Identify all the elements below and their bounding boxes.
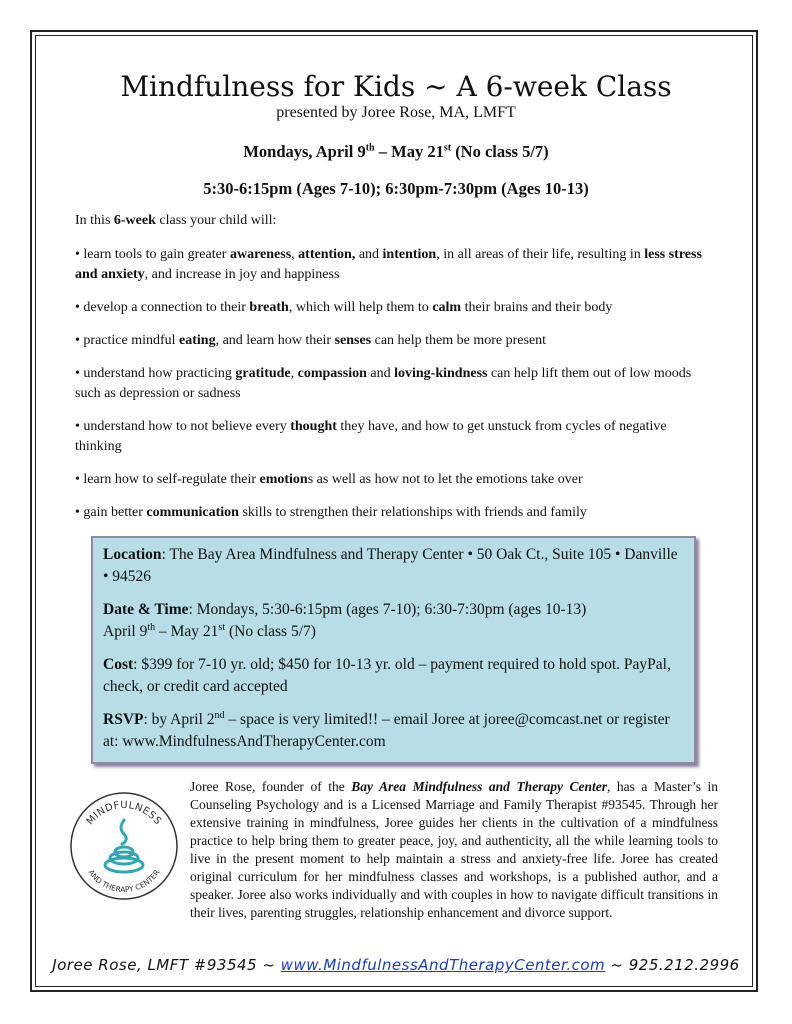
rsvp-text: – space is very limited!! – email Joree at joree@comcast.net or register at: www.MindfulnessAndTherapyCenter.com <box>103 711 670 750</box>
logo-top-text: MINDFULNESS <box>84 799 164 828</box>
footer-left: Joree Rose, LMFT #93545 ~ <box>52 956 281 974</box>
info-rsvp <box>103 709 684 753</box>
bullet-text: , and increase in joy and happiness <box>144 267 340 282</box>
bullet-text: • develop a connection to their <box>75 300 250 315</box>
bio-center-name: Bay Area Mindfulness and Therapy Center <box>351 779 607 794</box>
bullet-bold-text: thought <box>290 419 337 434</box>
rsvp-prefix: : by April 2 <box>143 711 215 728</box>
bullet-bold-text: senses <box>334 333 372 348</box>
bullet-text: s as well as how not to let the emotions take over <box>307 472 583 487</box>
bullet-text: • practice mindful <box>75 333 180 348</box>
cost-text: : $399 for 7-10 yr. old; $450 for 10-13 yr. old – payment required to hold spot. PayPal, check, or credit card accepted <box>103 656 671 695</box>
bullet-bold-text: awareness <box>229 247 292 262</box>
bullet-item <box>75 470 715 490</box>
logo-bottom-text: AND THERAPY CENTER <box>86 868 162 895</box>
dates-mid: – May 21 <box>374 142 444 161</box>
datetime-line2-prefix: April 9 <box>103 623 148 640</box>
bullet-bold-text: communication <box>146 505 239 520</box>
bullet-bold-text: emotion <box>259 472 308 487</box>
bullet-text: , <box>290 366 298 381</box>
bullet-text: , in all areas of their life, resulting in <box>436 247 645 262</box>
bullet-item <box>75 245 715 285</box>
bullet-text: they have, and how to get unstuck from cycles of negative thinking <box>75 419 667 454</box>
dates-sup-st: st <box>443 142 452 154</box>
bullet-bold-text: compassion <box>297 366 367 381</box>
bullet-text: • understand how to not believe every <box>75 419 291 434</box>
bullet-text: , and learn how their <box>215 333 335 348</box>
bullet-item <box>75 503 715 523</box>
bullet-bold-text: loving-kindness <box>394 366 488 381</box>
intro-line <box>75 213 715 229</box>
website-link[interactable]: www.MindfulnessAndTherapyCenter.com <box>280 956 606 974</box>
intro-bold: 6-week <box>113 213 156 228</box>
bullet-item <box>75 331 715 351</box>
bullet-text: • learn tools to gain greater <box>75 247 230 262</box>
datetime-text: : Mondays, 5:30-6:15pm (ages 7-10); 6:30-7:30pm (ages 10-13) <box>188 601 587 618</box>
datetime-sup-th: th <box>147 621 156 633</box>
rsvp-label: RSVP <box>103 711 144 728</box>
bullet-text: can help them be more present <box>371 333 547 348</box>
bio-part2: , has a Master’s in Counseling Psychology and is a Licensed Marriage and Family Therapist #93545. Through her extensive training in mindfulness, Joree guides her clients in the cultivation of a mindfulness practice to help bring them to greater peace, joy, and authenticity, all the while learning tools to live in the present moment to help maintain a stress and anxiety-free life. Joree has created original curriculum for her mindfulness classes and workshops, is a published author, and a speaker. Joree also works individually and with couples in how to navigate difficult transitions in their lives, parenting struggles, relationship enhancement and divorce support. <box>190 779 718 920</box>
bullet-bold-text: calm <box>432 300 462 315</box>
bullet-text: , <box>291 247 299 262</box>
bullet-bold-text: intention <box>382 247 437 262</box>
dates-sup-th: th <box>365 142 375 154</box>
bullet-text: • learn how to self-regulate their <box>75 472 260 487</box>
bullet-bold-text: breath <box>249 300 289 315</box>
bullet-item <box>75 364 715 404</box>
datetime-line2-suffix: (No class 5/7) <box>225 623 316 640</box>
cost-label: Cost <box>103 656 134 673</box>
intro-suffix: class your child will: <box>155 213 277 228</box>
bullet-text: can help lift them out of low moods such as depression or sadness <box>75 366 692 401</box>
info-cost <box>103 654 684 698</box>
class-dates <box>0 142 792 162</box>
datetime-sup-st: st <box>218 621 226 633</box>
location-label: Location <box>103 546 162 563</box>
footer-right: ~ 925.212.2996 <box>605 956 740 974</box>
bullet-text: and <box>355 247 383 262</box>
center-logo <box>68 790 180 902</box>
dates-suffix: (No class 5/7) <box>451 142 549 161</box>
class-times: 5:30-6:15pm (Ages 7-10); 6:30pm-7:30pm (Ages 10-13) <box>203 179 589 198</box>
footer <box>0 956 792 974</box>
bullet-bold-text: eating <box>179 333 216 348</box>
bullet-bold-text: less stress and anxiety <box>75 247 702 282</box>
bullet-text: • gain better <box>75 505 147 520</box>
bullet-item <box>75 417 715 457</box>
bullet-text: , which will help them to <box>288 300 433 315</box>
datetime-line2-mid: – May 21 <box>155 623 219 640</box>
info-datetime <box>103 599 684 643</box>
rsvp-sup: nd <box>214 709 225 721</box>
bullet-item <box>75 298 715 318</box>
info-box <box>91 536 696 764</box>
bullet-bold-text: attention, <box>298 247 356 262</box>
bullet-list <box>75 245 715 536</box>
datetime-label: Date & Time <box>103 601 189 618</box>
presenter-line: presented by Joree Rose, MA, LMFT <box>276 104 516 121</box>
bio-part1: Joree Rose, founder of the <box>190 779 352 794</box>
bullet-text: skills to strengthen their relationships with friends and family <box>238 505 587 520</box>
bullet-text: • understand how practicing <box>75 366 236 381</box>
bullet-text: and <box>366 366 395 381</box>
dates-prefix: Mondays, April 9 <box>243 142 366 161</box>
intro-prefix: In this <box>75 213 114 228</box>
location-text: : The Bay Area Mindfulness and Therapy Center • 50 Oak Ct., Suite 105 • Danville • 94526 <box>103 546 678 585</box>
info-location <box>103 544 684 588</box>
bullet-bold-text: gratitude <box>235 366 291 381</box>
page-title: Mindfulness for Kids ~ A 6-week Class <box>120 70 672 103</box>
bullet-text: their brains and their body <box>461 300 613 315</box>
